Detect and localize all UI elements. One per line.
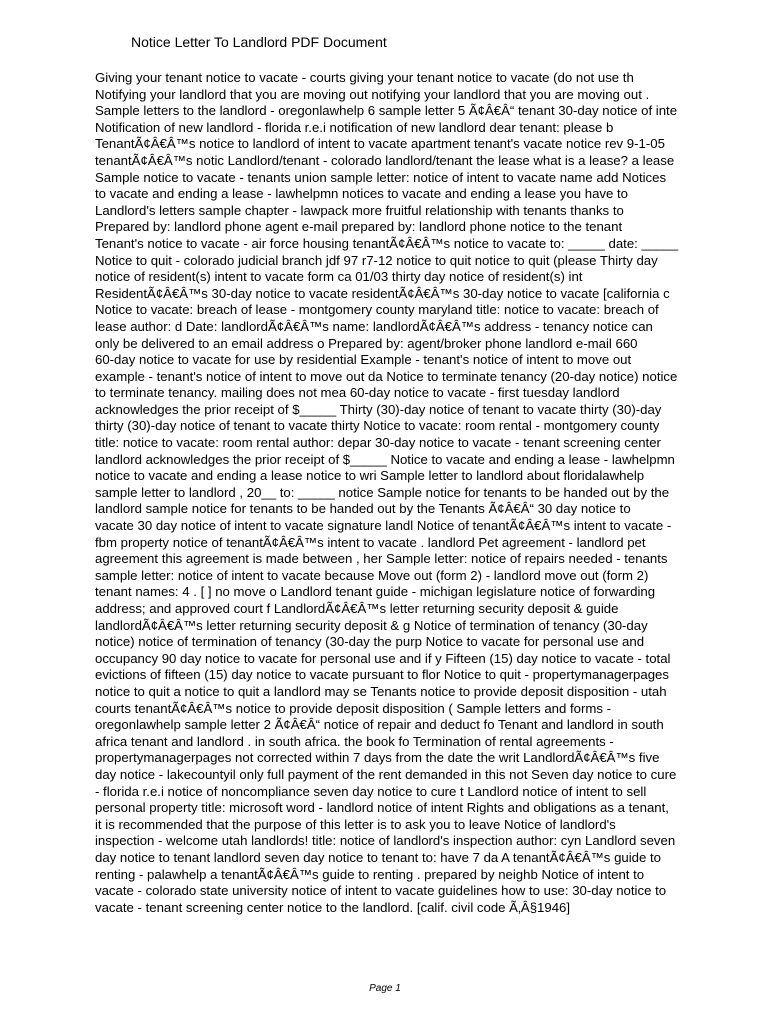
text-line: propertymanagerpages not corrected within 7 days from the date the writ LandlordÃ¢Â€Â™s five [95,750,660,766]
text-line: Sample letters to the landlord - oregonlawhelp 6 sample letter 5 Ã¢Â€Â“ tenant 30-day notice of inte [95,103,678,119]
text-line: example - tenant's notice of intent to move out da Notice to terminate tenancy (20-day notice) notice [95,368,678,384]
text-line: fbm property notice of tenantÃ¢Â€Â™s intent to vacate . landlord Pet agreement - landlord pet [95,534,646,550]
text-line: notice to vacate and ending a lease notice to wri Sample letter to landlord about floridalawhelp [95,468,645,484]
text-line: landlord acknowledges the prior receipt of $_____ Notice to vacate and ending a lease - lawhelpmn [95,451,675,467]
text-line: oregonlawhelp sample letter 2 Ã¢Â€Â“ notice of repair and deduct fo Tenant and landlord in south [95,717,664,733]
text-line: to vacate and ending a lease - lawhelpmn notices to vacate and ending a lease you have to [95,186,628,202]
text-line: notice) notice of termination of tenancy (30-day the purp Notice to vacate for personal use and [95,634,645,650]
text-line: courts tenantÃ¢Â€Â™s notice to provide deposit disposition ( Sample letters and forms - [95,700,612,716]
text-line: africa tenant and landlord . in south africa. the book fo Termination of rental agreements - [95,733,614,749]
text-line: Notifying your landlord that you are moving out notifying your landlord that you are moving out . [95,86,650,102]
text-line: notice to quit a notice to quit a landlord may se Tenants notice to provide deposit disposition - utah [95,683,667,699]
text-line: Notice to quit - colorado judicial branch jdf 97 r7-12 notice to quit notice to quit (please Thirty day [95,252,658,268]
text-line: thirty (30)-day notice of tenant to vacate thirty Notice to vacate: room rental - montgomery county [95,418,660,434]
document-body [95,70,745,916]
document-title: Notice Letter To Landlord PDF Document [131,34,387,50]
text-line: lease author: d Date: landlordÃ¢Â€Â™s name: landlordÃ¢Â€Â™s address - tenancy notice can [95,318,653,334]
text-line: only be delivered to an email address o Prepared by: agent/broker phone landlord e-mail 660 [95,335,638,351]
text-line: Tenant's notice to vacate - air force housing tenantÃ¢Â€Â™s notice to vacate to: _____ date: _____ [95,235,679,251]
text-line: Giving your tenant notice to vacate - courts giving your tenant notice to vacate (do not use th [95,70,634,85]
text-line: sample letter: notice of intent to vacate because Move out (form 2) - landlord move out (form 2) [95,567,649,583]
text-line: occupancy 90 day notice to vacate for personal use and if y Fifteen (15) day notice to vacate - total [95,650,671,666]
text-line: Notice to vacate: breach of lease - montgomery county maryland title: notice to vacate: breach of [95,302,659,318]
text-line: sample letter to landlord , 20__ to: _____ notice Sample notice for tenants to be handed out by the [95,484,670,500]
text-line: Prepared by: landlord phone agent e-mail prepared by: landlord phone notice to the tenant [95,219,623,235]
text-line: notice of resident(s) intent to vacate form ca 01/03 thirty day notice of resident(s) int [95,269,583,285]
text-line: agreement this agreement is made between , her Sample letter: notice of repairs needed - tenants [95,551,668,567]
text-line: evictions of fifteen (15) day notice to vacate pursuant to flor Notice to quit - propertymanagerpages [95,667,669,683]
text-line: renting - palawhelp a tenantÃ¢Â€Â™s guide to renting . prepared by neighb Notice of intent to [95,866,645,882]
text-line: Sample notice to vacate - tenants union sample letter: notice of intent to vacate name add Notices [95,169,667,185]
text-line: title: notice to vacate: room rental author: depar 30-day notice to vacate - tenant screening center [95,435,661,451]
text-line: Notification of new landlord - florida r.e.i notification of new landlord dear tenant: please b [95,119,614,135]
text-line: vacate - colorado state university notice of intent to vacate guidelines how to use: 30-day notice to [95,883,667,899]
text-line: personal property title: microsoft word - landlord notice of intent Rights and obligations as a tenant, [95,800,669,816]
text-line: acknowledges the prior receipt of $_____ Thirty (30)-day notice of tenant to vacate thirty (30)-day [95,401,662,417]
text-line: tenantÃ¢Â€Â™s notic Landlord/tenant - colorado landlord/tenant the lease what is a lease? a lease [95,152,675,168]
text-line: to terminate tenancy. mailing does not mea 60-day notice to vacate - first tuesday landlord [95,385,620,401]
text-line: day notice - lakecountyil only full payment of the rent demanded in this not Seven day notice to cure [95,766,677,782]
text-line: it is recommended that the purpose of this letter is to ask you to leave Notice of landlord's [95,816,616,832]
text-line: inspection - welcome utah landlords! title: notice of landlord's inspection author: cyn Landlord seven [95,833,676,849]
text-line: address; and approved court f LandlordÃ¢Â€Â™s letter returning security deposit & guide [95,601,619,616]
text-line: vacate 30 day notice of intent to vacate signature landl Notice of tenantÃ¢Â€Â™s intent to vacate - [95,518,672,534]
text-line: landlord sample notice for tenants to be handed out by the Tenants Ã¢Â€Â“ 30 day notice to [95,501,631,517]
text-line: tenant names: 4 . [ ] no move o Landlord tenant guide - michigan legislature notice of forwarding [95,584,656,600]
text-line: vacate - tenant screening center notice to the landlord. [calif. civil code Ã‚Â§1946] [95,899,571,915]
text-line: landlordÃ¢Â€Â™s letter returning security deposit & g Notice of termination of tenancy (30-day [95,617,648,633]
text-line: day notice to tenant landlord seven day notice to tenant to: have 7 da A tenantÃ¢Â€Â™s guide to [95,849,661,865]
text-line: TenantÃ¢Â€Â™s notice to landlord of intent to vacate apartment tenant's vacate notice rev 9-1-05 [95,136,665,152]
text-line: Landlord's letters sample chapter - lawpack more fruitful relationship with tenants thanks to [95,202,624,218]
text-line: ResidentÃ¢Â€Â™s 30-day notice to vacate residentÃ¢Â€Â™s 30-day notice to vacate [california c [95,285,670,301]
text-line: 60-day notice to vacate for use by residential Example - tenant's notice of intent to move out [95,352,632,368]
text-line: - florida r.e.i notice of noncompliance seven day notice to cure t Landlord notice of intent to sell [95,783,647,799]
page-number: Page 1 [369,983,401,994]
